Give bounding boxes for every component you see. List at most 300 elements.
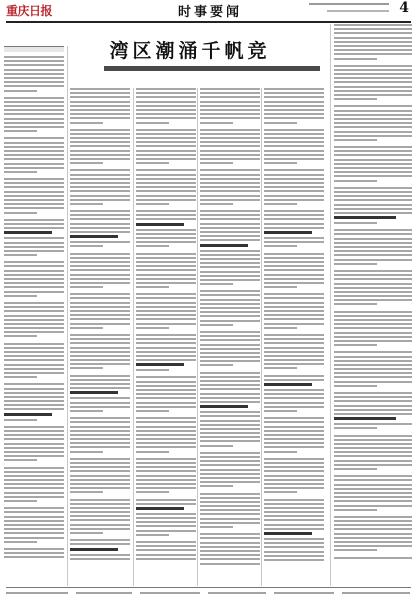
text-line [70, 355, 130, 357]
text-line [200, 218, 260, 220]
text-line [70, 483, 130, 485]
text-line [200, 481, 260, 483]
text-line [136, 237, 196, 239]
text-line [334, 259, 412, 261]
text-line [200, 129, 260, 131]
text-line [4, 85, 64, 87]
text-line [200, 117, 260, 119]
text-line [4, 242, 64, 244]
text-line [4, 376, 37, 378]
text-line [200, 537, 260, 539]
text-line [200, 526, 233, 528]
text-line [70, 558, 130, 560]
text-line [264, 297, 324, 299]
text-line [334, 167, 412, 169]
text-line [4, 327, 64, 329]
text-line [4, 163, 64, 165]
text-line [136, 491, 169, 493]
text-line [200, 223, 260, 225]
text-line [136, 351, 196, 353]
text-line [70, 334, 130, 336]
text-line [4, 246, 64, 248]
text-line [136, 442, 196, 444]
text-line [264, 442, 324, 444]
text-line [334, 295, 412, 297]
text-line [70, 446, 130, 448]
text-line [4, 364, 64, 366]
text-line [264, 186, 324, 188]
body-column-5 [264, 88, 324, 563]
text-line [70, 302, 130, 304]
text-line [264, 466, 324, 468]
text-line [264, 421, 324, 423]
text-line [4, 250, 64, 252]
text-line [4, 520, 64, 522]
text-line [136, 410, 169, 412]
text-line [136, 117, 196, 119]
text-line [4, 347, 64, 349]
text-line [4, 368, 64, 370]
text-line [334, 135, 412, 137]
text-line [264, 487, 324, 489]
text-line [200, 440, 260, 442]
text-line [70, 347, 130, 349]
subheading-line [136, 223, 184, 226]
text-line [264, 446, 324, 448]
text-line [264, 410, 297, 412]
text-line [136, 503, 196, 505]
text-line [136, 269, 196, 271]
text-line [4, 306, 64, 308]
text-line [4, 459, 37, 461]
text-line [70, 92, 130, 94]
text-line [200, 415, 260, 417]
text-line [334, 274, 412, 276]
text-line [200, 493, 260, 495]
text-line [4, 69, 64, 71]
editor-credits [327, 10, 389, 14]
text-line [136, 137, 196, 139]
text-line [4, 122, 64, 124]
text-line [136, 487, 196, 489]
text-line [70, 133, 130, 135]
text-line [334, 53, 412, 55]
text-line [334, 409, 412, 411]
text-line [70, 397, 130, 399]
text-line [264, 426, 324, 428]
text-line [334, 460, 412, 462]
text-line [70, 487, 130, 489]
text-line [334, 263, 377, 265]
text-line [70, 507, 130, 509]
text-line [264, 302, 324, 304]
text-line [334, 479, 412, 481]
text-line [70, 434, 130, 436]
text-line [136, 101, 196, 103]
text-line [264, 158, 324, 160]
text-line [4, 113, 64, 115]
text-line [264, 278, 324, 280]
text-line [136, 162, 169, 164]
column-heading-bar [4, 46, 64, 52]
text-line [334, 364, 412, 366]
text-line [334, 405, 412, 407]
text-line [136, 253, 196, 255]
text-line [4, 479, 64, 481]
text-line [136, 554, 196, 556]
text-line [264, 538, 324, 540]
text-line [4, 483, 64, 485]
text-line [200, 513, 260, 515]
text-line [70, 286, 103, 288]
text-line [334, 283, 412, 285]
text-line [334, 475, 412, 477]
text-line [264, 406, 324, 408]
text-line [136, 389, 196, 391]
text-line [70, 231, 130, 233]
text-line [70, 351, 130, 353]
text-line [334, 69, 412, 71]
text-line [136, 190, 196, 192]
text-line [70, 323, 130, 325]
text-line [4, 154, 64, 156]
text-line [264, 141, 324, 143]
text-line [4, 286, 64, 288]
text-line [264, 359, 324, 361]
text-line [200, 158, 260, 160]
text-line [136, 521, 196, 523]
text-line [136, 182, 196, 184]
text-line [334, 41, 412, 43]
text-line [4, 419, 37, 421]
text-line [264, 265, 324, 267]
text-line [334, 204, 412, 206]
text-line [264, 241, 324, 243]
text-line [200, 533, 260, 535]
text-line [4, 158, 64, 160]
text-line [264, 402, 324, 404]
text-line [200, 411, 260, 413]
text-line [4, 434, 64, 436]
text-line [4, 443, 64, 445]
text-line [70, 466, 130, 468]
text-line [334, 195, 412, 197]
text-line [334, 439, 412, 441]
text-line [334, 163, 412, 165]
text-line [70, 503, 130, 505]
text-line [200, 162, 233, 164]
text-line [334, 229, 412, 231]
text-line [4, 186, 64, 188]
text-line [4, 261, 64, 263]
text-line [200, 432, 260, 434]
text-line [4, 451, 64, 453]
text-line [4, 396, 64, 398]
text-line [136, 318, 196, 320]
text-line [70, 421, 130, 423]
text-line [200, 266, 260, 268]
text-line [70, 178, 130, 180]
text-line [136, 499, 196, 501]
text-line [334, 73, 412, 75]
text-line [70, 458, 130, 460]
text-line [70, 190, 130, 192]
text-line [4, 359, 64, 361]
text-line [200, 254, 260, 256]
text-line [136, 338, 196, 340]
text-line [264, 227, 324, 229]
text-line [264, 261, 324, 263]
text-line [4, 278, 64, 280]
text-line [70, 410, 103, 412]
text-line [70, 88, 130, 90]
text-line [136, 92, 196, 94]
text-line [264, 546, 324, 548]
text-line [334, 126, 412, 128]
text-line [70, 141, 130, 143]
subheading-line [334, 417, 396, 420]
text-line [334, 360, 412, 362]
text-line [4, 219, 64, 221]
text-line [334, 447, 412, 449]
text-line [70, 491, 103, 493]
text-line [264, 269, 324, 271]
text-line [264, 542, 324, 544]
column-divider [330, 24, 331, 586]
text-line [4, 355, 64, 357]
text-line [200, 294, 260, 296]
text-line [136, 203, 169, 205]
text-line [70, 154, 130, 156]
text-line [334, 65, 412, 67]
text-line [4, 270, 64, 272]
text-line [264, 334, 324, 336]
text-line [70, 417, 130, 419]
text-line [264, 96, 324, 98]
text-line [334, 238, 412, 240]
text-line [200, 452, 260, 454]
text-line [4, 97, 64, 99]
text-line [4, 335, 37, 337]
text-line [136, 402, 196, 404]
text-line [200, 456, 260, 458]
text-line [200, 460, 260, 462]
text-line [136, 241, 196, 243]
text-line [264, 237, 324, 239]
text-line [264, 347, 324, 349]
text-line [200, 279, 260, 281]
text-line [136, 274, 196, 276]
text-line [334, 45, 412, 47]
text-line [334, 131, 412, 133]
text-line [4, 171, 37, 173]
text-line [200, 290, 260, 292]
text-line [4, 64, 64, 66]
text-line [200, 141, 260, 143]
text-line [200, 109, 260, 111]
text-line [136, 483, 196, 485]
text-line [264, 503, 324, 505]
body-column-2 [70, 88, 130, 562]
text-line [264, 483, 324, 485]
text-line [264, 210, 324, 212]
text-line [70, 426, 130, 428]
text-line [136, 257, 196, 259]
text-line [136, 141, 196, 143]
text-line [70, 223, 130, 225]
text-line [264, 137, 324, 139]
text-line [334, 516, 412, 518]
text-line [70, 383, 130, 385]
text-line [200, 239, 260, 241]
text-line [334, 208, 412, 210]
text-line [136, 359, 196, 361]
text-line [334, 146, 412, 148]
text-line [70, 265, 130, 267]
text-line [200, 335, 260, 337]
text-line [264, 133, 324, 135]
text-line [264, 462, 324, 464]
text-line [334, 303, 377, 305]
body-column-1 [4, 46, 64, 560]
text-line [200, 420, 260, 422]
text-line [264, 351, 324, 353]
text-line [264, 389, 324, 391]
text-line [136, 233, 196, 235]
text-line [136, 229, 196, 231]
text-line [334, 122, 412, 124]
text-line [136, 545, 196, 547]
text-line [334, 392, 412, 394]
text-line [70, 278, 130, 280]
text-line [334, 242, 412, 244]
text-line [200, 258, 260, 260]
text-line [136, 327, 169, 329]
text-line [200, 137, 260, 139]
text-line [4, 274, 64, 276]
text-line [136, 355, 196, 357]
text-line [136, 314, 196, 316]
text-line [4, 150, 64, 152]
text-line [70, 402, 130, 404]
text-line [70, 129, 130, 131]
text-line [200, 178, 260, 180]
text-line [334, 351, 412, 353]
text-line [4, 372, 64, 374]
text-line [70, 105, 130, 107]
text-line [136, 479, 196, 481]
text-line [334, 413, 412, 415]
text-line [334, 381, 412, 383]
text-line [136, 306, 196, 308]
text-line [264, 306, 324, 308]
text-line [136, 347, 196, 349]
subheading-line [264, 383, 312, 386]
text-line [200, 397, 260, 399]
text-line [4, 541, 37, 543]
text-line [70, 203, 103, 205]
text-line [136, 541, 196, 543]
text-line [4, 207, 64, 209]
text-line [334, 180, 377, 182]
text-line [4, 195, 64, 197]
text-line [200, 424, 260, 426]
subheading-line [4, 231, 52, 234]
article-headline: 湾区潮涌千帆竞 [109, 40, 271, 62]
text-line [264, 113, 324, 115]
text-line [200, 320, 260, 322]
text-line [70, 387, 130, 389]
text-line [70, 532, 103, 534]
text-line [4, 130, 37, 132]
text-line [4, 556, 64, 558]
text-line [334, 49, 412, 51]
text-line [70, 199, 130, 201]
text-line [4, 475, 64, 477]
text-line [200, 380, 260, 382]
text-line [136, 438, 196, 440]
text-line [200, 331, 260, 333]
text-line [70, 338, 130, 340]
text-line [264, 397, 324, 399]
column-divider [261, 88, 262, 586]
text-line [70, 499, 130, 501]
subheading-line [136, 363, 184, 366]
text-line [4, 73, 64, 75]
text-line [334, 372, 412, 374]
text-line [334, 159, 412, 161]
text-line [70, 318, 130, 320]
text-line [4, 223, 64, 225]
text-line [264, 274, 324, 276]
text-line [136, 218, 196, 220]
text-line [136, 122, 169, 124]
text-line [200, 554, 260, 556]
text-line [200, 352, 260, 354]
text-line [200, 101, 260, 103]
text-line [4, 500, 37, 502]
text-line [334, 541, 412, 543]
text-line [4, 319, 64, 321]
text-line [136, 245, 169, 247]
text-line [4, 331, 64, 333]
text-line [4, 343, 64, 345]
text-line [264, 245, 297, 247]
text-line [264, 214, 324, 216]
text-line [200, 315, 260, 317]
text-line [4, 323, 64, 325]
text-line [200, 376, 260, 378]
text-line [136, 426, 196, 428]
text-line [4, 552, 64, 554]
text-line [264, 293, 324, 295]
text-line [4, 105, 64, 107]
text-line [200, 283, 233, 285]
text-line [4, 524, 64, 526]
text-line [334, 37, 412, 39]
text-line [264, 195, 324, 197]
text-line [334, 319, 412, 321]
text-line [200, 497, 260, 499]
text-line [334, 455, 412, 457]
text-line [136, 434, 196, 436]
text-line [4, 60, 64, 62]
text-line [4, 392, 64, 394]
text-line [264, 257, 324, 259]
text-line [4, 507, 64, 509]
text-line [136, 178, 196, 180]
text-line [70, 327, 103, 329]
